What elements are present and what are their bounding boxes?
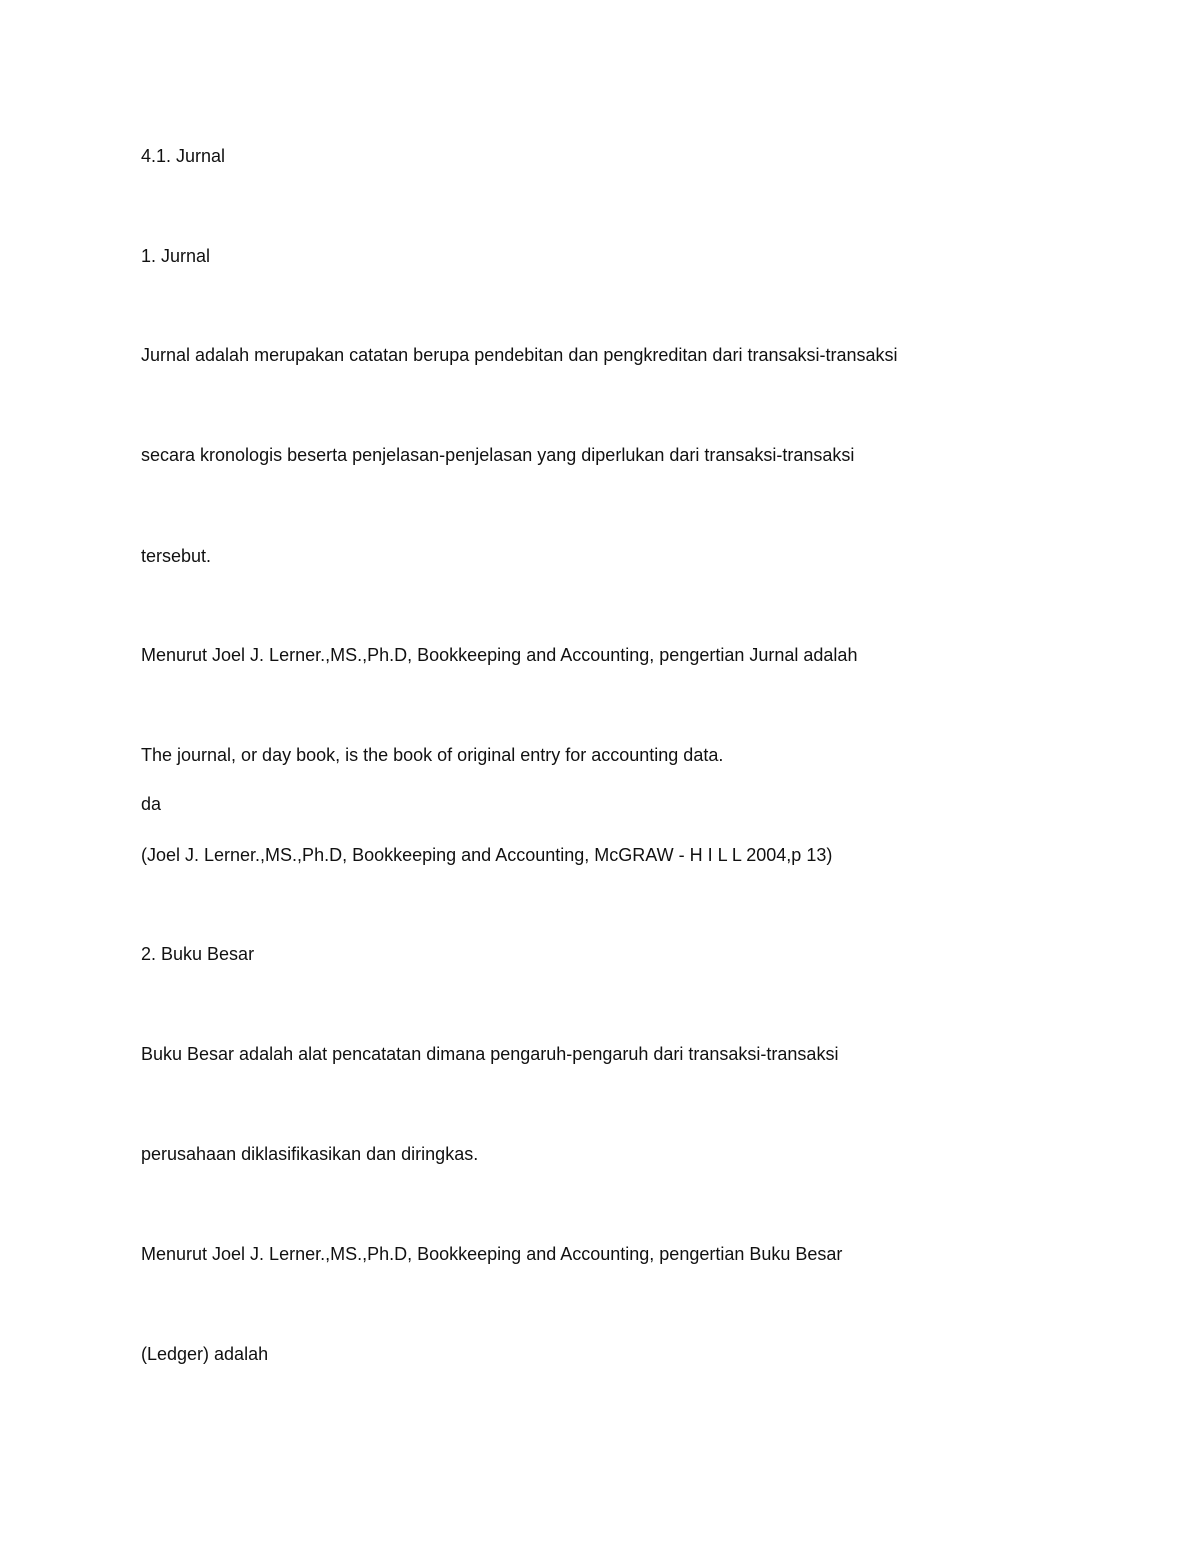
subsection-heading-jurnal: 1. Jurnal [141,246,211,266]
citation-line: (Joel J. Lerner.,MS.,Ph.D, Bookkeeping and Accounting, McGRAW - H I L L 2004,p 13) [141,845,833,865]
paragraph-line: secara kronologis beserta penjelasan-penjelasan yang diperlukan dari transaksi-transaksi [141,445,855,465]
section-heading: 4.1. Jurnal [141,146,226,166]
quote-line: The journal, or day book, is the book of original entry for accounting data. [141,745,724,765]
paragraph-line: Jurnal adalah merupakan catatan berupa pendebitan dan pengkreditan dari transaksi-transaksi [141,345,898,365]
paragraph-line: (Ledger) adalah [141,1344,269,1364]
paragraph-line: Buku Besar adalah alat pencatatan dimana pengaruh-pengaruh dari transaksi-transaksi [141,1044,839,1064]
paragraph-line: tersebut. [141,546,212,566]
stray-text: da [141,794,162,814]
paragraph-line: Menurut Joel J. Lerner.,MS.,Ph.D, Bookkeeping and Accounting, pengertian Jurnal adalah [141,645,858,665]
paragraph-line: perusahaan diklasifikasikan dan diringkas. [141,1144,479,1164]
subsection-heading-buku-besar: 2. Buku Besar [141,944,255,964]
paragraph-line: Menurut Joel J. Lerner.,MS.,Ph.D, Bookkeeping and Accounting, pengertian Buku Besar [141,1244,843,1264]
